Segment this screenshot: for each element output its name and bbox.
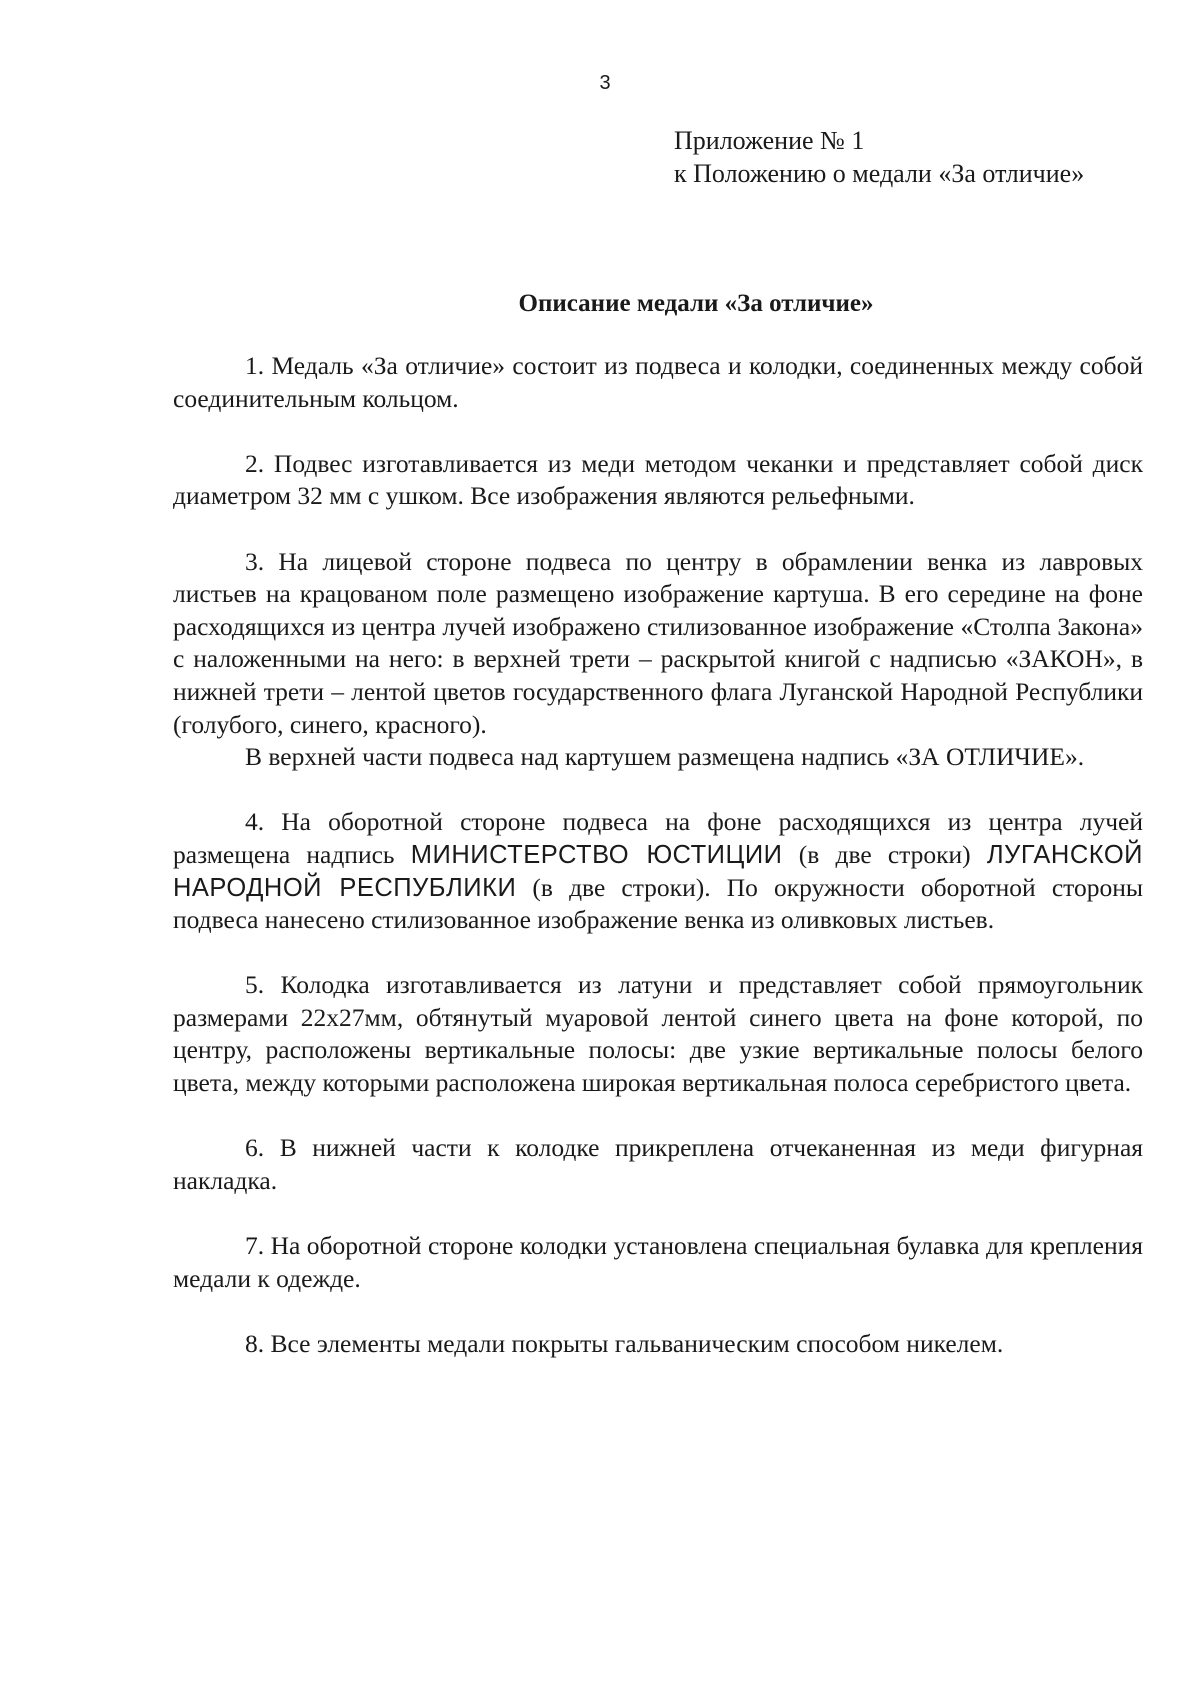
ministry-inscription: МИНИСТЕРСТВО ЮСТИЦИИ: [410, 840, 783, 869]
paragraph-4: [173, 806, 1143, 936]
paragraph-3: 3. На лицевой стороне подвеса по центру в обрамлении венка из лавровых листьев на крацованом поле размещено изображение картуша. В его середине на фоне расходящихся из центра лучей изображено стилизованное изображение «Столпа Закона» с наложенными на него: в верхней трети – раскрытой книгой с надписью «ЗАКОН», в нижней трети – лентой цветов государственного флага Луганской Народной Республики (голубого, синего, красного).: [173, 546, 1143, 739]
page-number: 3: [599, 72, 611, 94]
republic-inscription: ЛУГАНСКОЙ НАРОДНОЙ РЕСПУБЛИКИ: [173, 840, 1143, 902]
appendix-line-1: Приложение № 1: [674, 126, 865, 155]
appendix-line-2: к Положению о медали «За отличие»: [674, 159, 1085, 188]
paragraph-7: 7. На оборотной стороне колодки установлена специальная булавка для крепления медали к одежде.: [173, 1231, 1143, 1293]
paragraph-8: 8. Все элементы медали покрыты гальваническим способом никелем.: [245, 1328, 1004, 1358]
paragraph-5: 5. Колодка изготавливается из латуни и представляет собой прямоугольник размерами 22х27мм, обтянутый муаровой лентой синего цвета на фоне которой, по центру, расположены вертикальные полосы: две узкие вертикальные полосы белого цвета, между которыми расположена широкая вертикальная полоса серебристого цвета.: [173, 970, 1143, 1098]
paragraph-4-mid: (в две строки): [782, 839, 987, 869]
paragraph-2: 2. Подвес изготавливается из меди методом чеканки и представляет собой диск диаметром 32 мм с ушком. Все изображения являются рельефными.: [173, 448, 1143, 511]
document-body: [173, 350, 1143, 1360]
document-title: Описание медали «За отличие»: [518, 290, 874, 317]
paragraph-3-continued: В верхней части подвеса над картушем размещена надпись «ЗА ОТЛИЧИЕ».: [245, 742, 1085, 772]
appendix-header: [674, 124, 1084, 190]
paragraph-4-end: (в две строки). По окружности оборотной стороны подвеса нанесено стилизованное изображение венка из оливковых листьев.: [173, 872, 1143, 935]
paragraph-4-start: 4. На оборотной стороне подвеса на фоне расходящихся из центра лучей размещена надпись: [173, 807, 1143, 869]
paragraph-1: 1. Медаль «За отличие» состоит из подвеса и колодки, соединенных между собой соединительным кольцом.: [173, 351, 1143, 413]
paragraph-6: 6. В нижней части к колодке прикреплена отчеканенная из меди фигурная накладка.: [173, 1133, 1143, 1195]
